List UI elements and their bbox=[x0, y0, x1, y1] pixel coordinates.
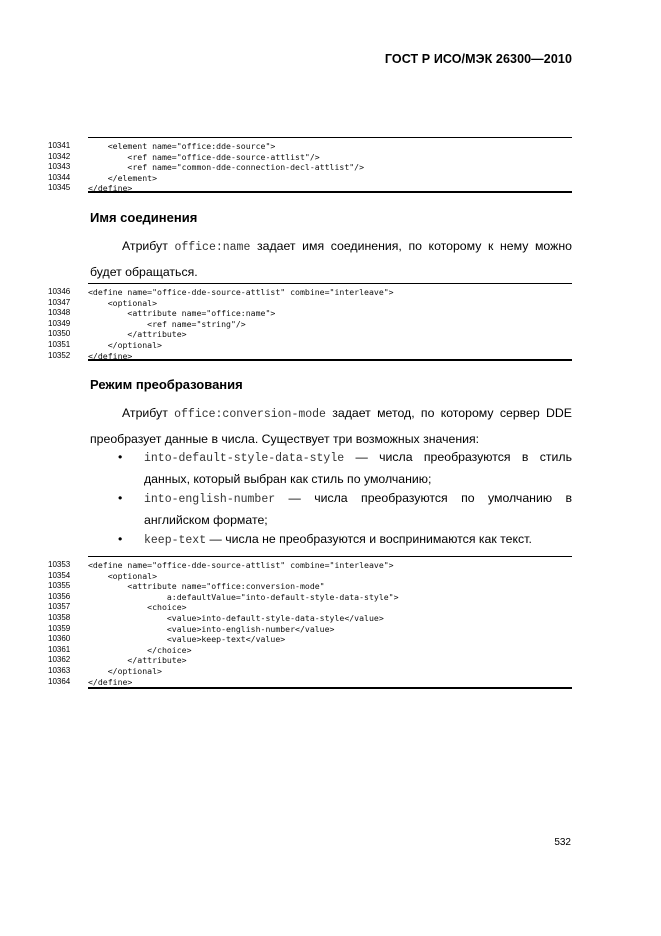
code-block-bottom-rule bbox=[88, 191, 572, 193]
paragraph-line: преобразует данные в числа. Существует три возможных значения: bbox=[90, 432, 480, 446]
inline-code: office:conversion-mode bbox=[174, 408, 326, 421]
paragraph-text: задает метод, по которому сервер DDE bbox=[325, 406, 572, 420]
code-text: </optional> bbox=[88, 665, 162, 676]
code-text: </define> bbox=[88, 350, 133, 361]
code-text: <optional> bbox=[88, 570, 158, 581]
code-text: <choice> bbox=[88, 602, 187, 613]
line-number: 10356 bbox=[48, 591, 71, 601]
code-line bbox=[48, 592, 572, 603]
inline-code: keep-text bbox=[144, 534, 207, 547]
bullet-line bbox=[144, 487, 572, 511]
line-number: 10354 bbox=[48, 570, 71, 580]
code-line bbox=[48, 319, 572, 330]
code-text: </define> bbox=[88, 676, 133, 687]
code-line bbox=[48, 571, 572, 582]
line-number: 10363 bbox=[48, 665, 71, 675]
line-number: 10344 bbox=[48, 172, 71, 182]
code-line bbox=[48, 613, 572, 624]
page-number: 532 bbox=[554, 837, 571, 848]
inline-code: office:name bbox=[174, 241, 251, 254]
line-number: 10342 bbox=[48, 151, 71, 161]
line-number: 10361 bbox=[48, 644, 71, 654]
code-text: </element> bbox=[88, 172, 158, 183]
code-line bbox=[48, 666, 572, 677]
code-line bbox=[48, 152, 572, 163]
inline-code: into-default-style-data-style bbox=[144, 452, 345, 465]
line-number: 10347 bbox=[48, 297, 71, 307]
code-block-conversion-mode-attlist bbox=[48, 556, 572, 689]
code-text: </attribute> bbox=[88, 329, 187, 340]
paragraph-line bbox=[90, 401, 572, 427]
section-heading-connection-name: Имя соединения bbox=[90, 210, 198, 225]
code-text: <element name="office:dde-source"> bbox=[88, 141, 276, 151]
code-text: </optional> bbox=[88, 339, 162, 350]
bullet-line: английском формате; bbox=[144, 513, 268, 527]
bullet-dot-icon: • bbox=[118, 532, 123, 546]
code-line bbox=[48, 287, 572, 298]
code-line bbox=[48, 634, 572, 645]
code-block-top-rule bbox=[88, 283, 572, 284]
code-text: </attribute> bbox=[88, 655, 187, 666]
line-number: 10357 bbox=[48, 602, 71, 612]
code-text: <define name="office-dde-source-attlist" combine="interleave"> bbox=[88, 560, 394, 570]
line-number: 10355 bbox=[48, 581, 71, 591]
code-line bbox=[48, 162, 572, 173]
code-block-top-rule bbox=[88, 137, 572, 138]
line-number: 10360 bbox=[48, 634, 71, 644]
bullet-line bbox=[144, 528, 572, 552]
paragraph-text: Атрибут bbox=[122, 239, 175, 253]
line-number: 10351 bbox=[48, 339, 71, 349]
code-line bbox=[48, 329, 572, 340]
code-line bbox=[48, 655, 572, 666]
code-block-top-rule bbox=[88, 556, 572, 557]
line-number: 10341 bbox=[48, 141, 71, 150]
paragraph-line: будет обращаться. bbox=[90, 265, 198, 279]
line-number: 10343 bbox=[48, 162, 71, 172]
code-line bbox=[48, 141, 572, 152]
code-text: <attribute name="office:name"> bbox=[88, 308, 276, 319]
code-text: <value>keep-text</value> bbox=[88, 634, 286, 645]
code-text: <value>into-default-style-data-style</value> bbox=[88, 612, 384, 623]
line-number: 10345 bbox=[48, 183, 71, 193]
bullet-dot-icon: • bbox=[118, 450, 123, 464]
line-number: 10359 bbox=[48, 623, 71, 633]
inline-code: into-english-number bbox=[144, 493, 276, 506]
code-line bbox=[48, 308, 572, 319]
code-text: <define name="office-dde-source-attlist" combine="interleave"> bbox=[88, 287, 394, 297]
code-text: <attribute name="office:conversion-mode" bbox=[88, 581, 325, 592]
bullet-line bbox=[144, 446, 572, 470]
code-line bbox=[48, 173, 572, 184]
document-header-title: ГОСТ Р ИСО/МЭК 26300—2010 bbox=[384, 52, 572, 66]
bullet-item bbox=[118, 487, 572, 531]
code-line bbox=[48, 340, 572, 351]
paragraph-text: Атрибут bbox=[122, 406, 175, 420]
code-text: a:defaultValue="into-default-style-data-style"> bbox=[88, 591, 399, 602]
line-number: 10358 bbox=[48, 612, 71, 622]
bullet-item bbox=[118, 446, 572, 490]
code-block-bottom-rule bbox=[88, 687, 572, 689]
code-line bbox=[48, 298, 572, 309]
bullet-dot-icon: • bbox=[118, 491, 123, 505]
code-line bbox=[48, 560, 572, 571]
line-number: 10349 bbox=[48, 318, 71, 328]
code-text: </choice> bbox=[88, 644, 192, 655]
code-block-dde-source-attlist-name bbox=[48, 283, 572, 361]
line-number: 10353 bbox=[48, 560, 71, 569]
paragraph-line bbox=[90, 234, 572, 260]
bullet-item bbox=[118, 528, 572, 550]
paragraph-conversion-mode bbox=[90, 401, 572, 452]
code-text: </define> bbox=[88, 183, 133, 194]
bullet-text: — числа преобразуются в стиль bbox=[344, 450, 572, 464]
code-line bbox=[48, 581, 572, 592]
code-line bbox=[48, 624, 572, 635]
code-text: <optional> bbox=[88, 297, 158, 308]
paragraph-text: задает имя соединения, по которому к нему можно bbox=[250, 239, 572, 253]
code-block-bottom-rule bbox=[88, 359, 572, 361]
line-number: 10346 bbox=[48, 287, 71, 296]
code-line bbox=[48, 677, 572, 688]
code-line bbox=[48, 602, 572, 613]
code-line bbox=[48, 645, 572, 656]
line-number: 10348 bbox=[48, 308, 71, 318]
section-heading-conversion-mode: Режим преобразования bbox=[90, 377, 243, 392]
bullet-text: — числа не преобразуются и воспринимаются как текст. bbox=[206, 532, 532, 546]
paragraph-connection-name bbox=[90, 234, 572, 285]
line-number: 10352 bbox=[48, 350, 71, 360]
bullet-text: — числа преобразуются по умолчанию в bbox=[275, 491, 572, 505]
code-block-dde-source-element bbox=[48, 137, 572, 193]
line-number: 10364 bbox=[48, 676, 71, 686]
bullet-line: данных, который выбран как стиль по умолчанию; bbox=[144, 472, 432, 486]
code-text: <ref name="office-dde-source-attlist"/> bbox=[88, 151, 320, 162]
code-text: <value>into-english-number</value> bbox=[88, 623, 335, 634]
code-text: <ref name="common-dde-connection-decl-attlist"/> bbox=[88, 162, 365, 173]
line-number: 10362 bbox=[48, 655, 71, 665]
line-number: 10350 bbox=[48, 329, 71, 339]
code-text: <ref name="string"/> bbox=[88, 318, 246, 329]
